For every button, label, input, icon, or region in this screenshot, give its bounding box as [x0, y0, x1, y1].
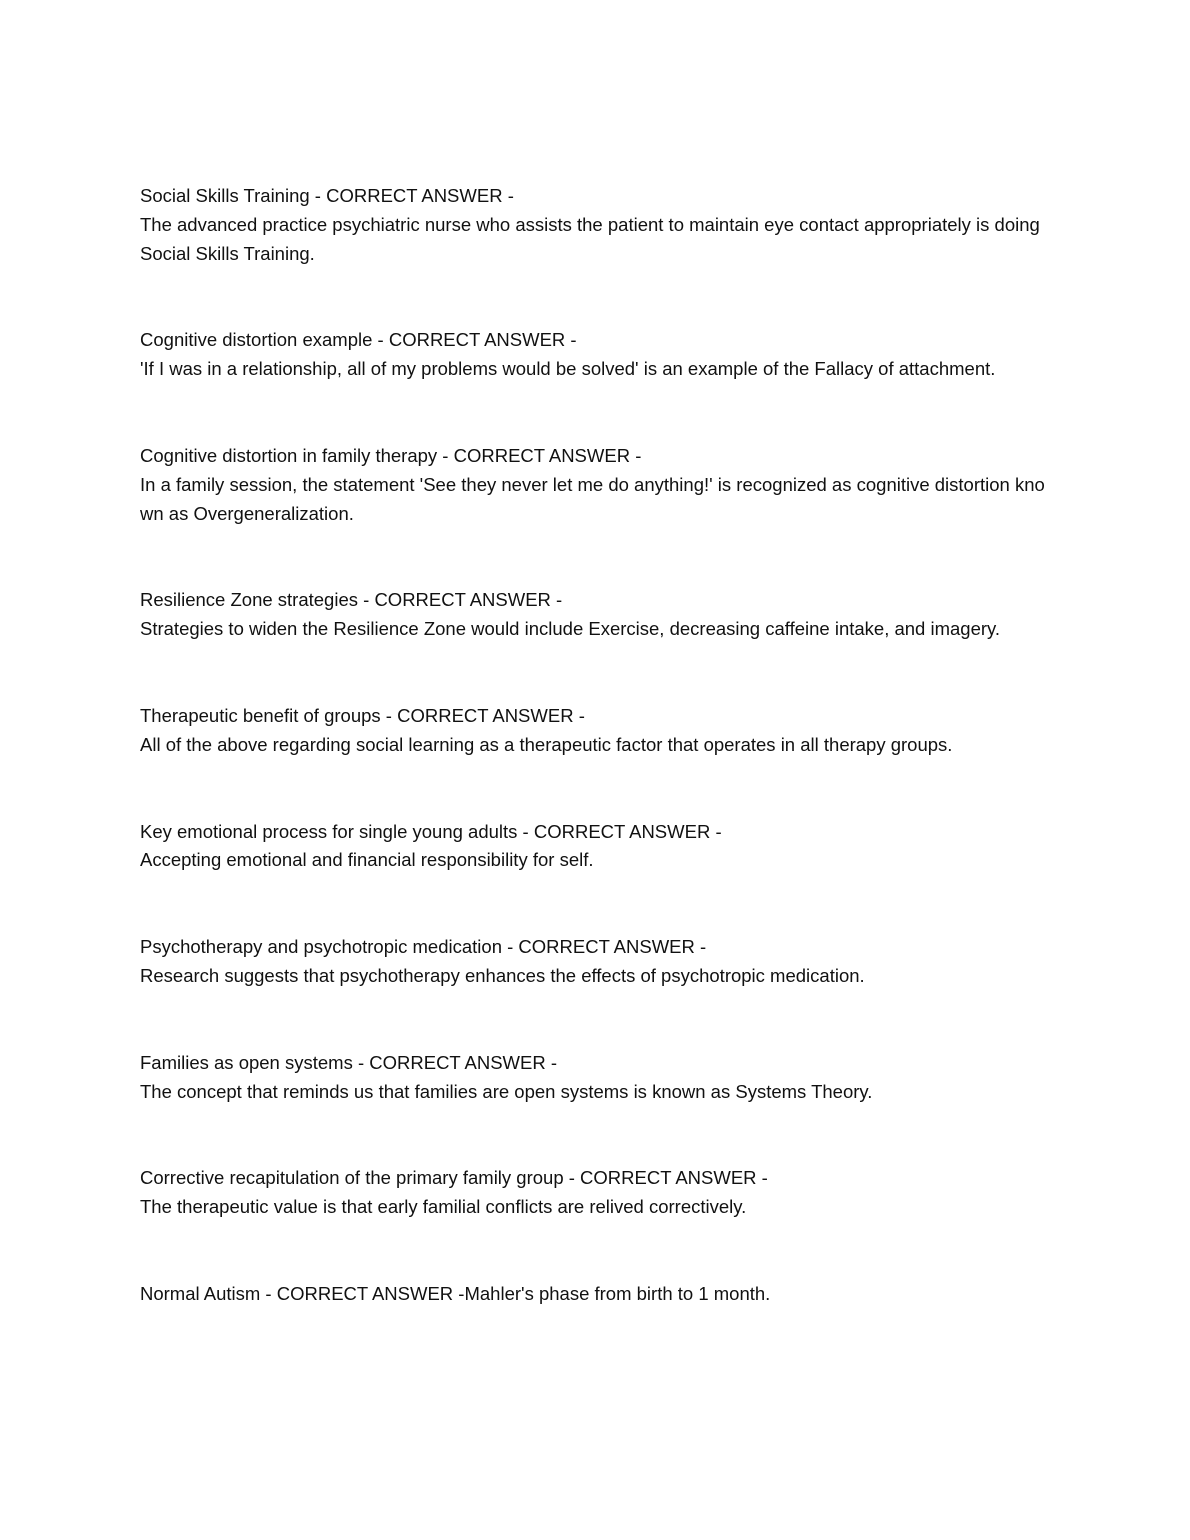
- qa-item: [140, 1280, 1055, 1309]
- qa-item: [140, 326, 1055, 384]
- qa-answer: The advanced practice psychiatric nurse who assists the patient to maintain eye contact appropriately is doing Social Skills Training.: [140, 213, 1040, 264]
- qa-answer: The therapeutic value is that early familial conflicts are relived correctively.: [140, 1196, 747, 1218]
- qa-answer: All of the above regarding social learning as a therapeutic factor that operates in all therapy groups.: [140, 733, 953, 755]
- qa-question: Cognitive distortion example - CORRECT ANSWER -: [140, 329, 577, 351]
- qa-answer: The concept that reminds us that families are open systems is known as Systems Theory.: [140, 1080, 873, 1102]
- qa-answer: Accepting emotional and financial responsibility for self.: [140, 849, 594, 871]
- qa-question: Cognitive distortion in family therapy - CORRECT ANSWER -: [140, 444, 642, 466]
- qa-item: [140, 818, 1055, 876]
- qa-question: Normal Autism - CORRECT ANSWER -: [140, 1282, 465, 1304]
- qa-answer: In a family session, the statement 'See they never let me do anything!' is recognized as cognitive distortion known as Overgeneralization.: [140, 473, 1045, 524]
- qa-question: Psychotherapy and psychotropic medication - CORRECT ANSWER -: [140, 936, 707, 958]
- qa-question: Key emotional process for single young adults - CORRECT ANSWER -: [140, 820, 722, 842]
- qa-item: [140, 442, 1055, 528]
- qa-item: [140, 586, 1055, 644]
- qa-answer: 'If I was in a relationship, all of my problems would be solved' is an example of the Fallacy of attachment.: [140, 358, 996, 380]
- qa-list: [140, 182, 1055, 1309]
- qa-answer: Mahler's phase from birth to 1 month.: [464, 1282, 771, 1304]
- qa-item: [140, 1164, 1055, 1222]
- qa-item: [140, 702, 1055, 760]
- qa-question: Therapeutic benefit of groups - CORRECT ANSWER -: [140, 704, 585, 726]
- qa-question: Families as open systems - CORRECT ANSWER -: [140, 1051, 558, 1073]
- qa-answer: Strategies to widen the Resilience Zone would include Exercise, decreasing caffeine intake, and imagery.: [140, 618, 1001, 640]
- qa-question: Social Skills Training - CORRECT ANSWER -: [140, 185, 514, 206]
- qa-item: [140, 1049, 1055, 1107]
- qa-question: Corrective recapitulation of the primary family group - CORRECT ANSWER -: [140, 1167, 768, 1189]
- qa-item: [140, 182, 1055, 268]
- qa-item: [140, 933, 1055, 991]
- qa-answer: Research suggests that psychotherapy enhances the effects of psychotropic medication.: [140, 964, 865, 986]
- qa-question: Resilience Zone strategies - CORRECT ANSWER -: [140, 589, 563, 611]
